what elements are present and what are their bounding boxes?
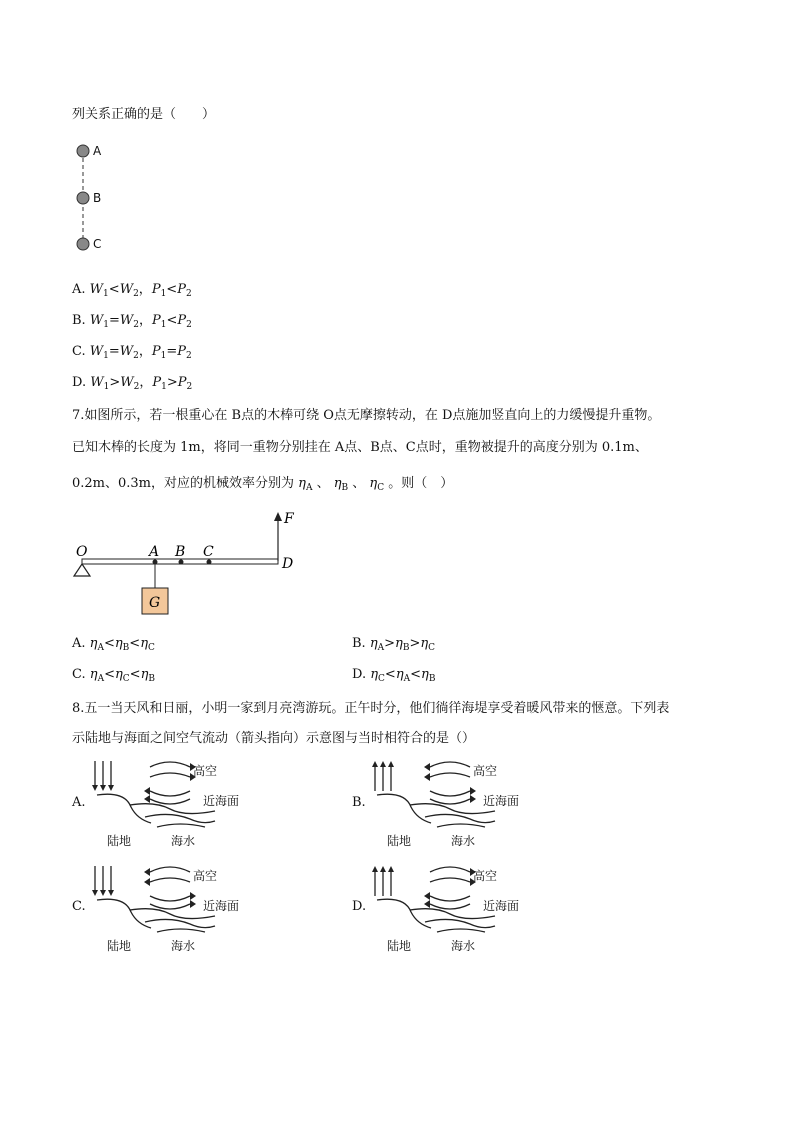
q6-figure-points bbox=[70, 140, 130, 260]
q8-c-sea-label: 海水 bbox=[171, 939, 196, 953]
label-d: D bbox=[282, 556, 294, 572]
label-b: B bbox=[175, 544, 186, 560]
q7-line-2: 已知木棒的长度为 1m，将同一重物分别挂在 A点、B点、C点时，重物被提升的高度分别为 0.1m、 bbox=[72, 440, 648, 455]
q7-option-a: A. $\eta_A<\eta_B<\eta_C$ bbox=[72, 636, 155, 653]
q8-d-high-label: 高空 bbox=[473, 869, 498, 883]
q8-a-sea-label: 海水 bbox=[171, 834, 196, 848]
eta-c: $\eta_C$ bbox=[369, 476, 385, 493]
q8-d-land-label: 陆地 bbox=[387, 939, 412, 953]
q8-c-land-label: 陆地 bbox=[107, 939, 132, 953]
q8-diagram-b bbox=[365, 755, 545, 855]
point-c bbox=[77, 238, 89, 250]
label-c: C bbox=[203, 544, 214, 560]
point-b bbox=[77, 192, 89, 204]
eta-b: $\eta_B$ bbox=[333, 476, 349, 493]
q8-c-high-label: 高空 bbox=[193, 869, 218, 883]
pivot-icon bbox=[74, 564, 90, 576]
label-a: A bbox=[149, 544, 160, 560]
q8-a-land-label: 陆地 bbox=[107, 834, 132, 848]
q8-option-a-letter: A. bbox=[72, 795, 86, 810]
q8-b-surface-label: 近海面 bbox=[483, 794, 520, 808]
q6-question-tail: 列关系正确的是（ ） bbox=[72, 107, 216, 122]
q8-line-1: 8.五一当天风和日丽，小明一家到月亮湾游玩。正午时分，他们徜徉海堤享受着暖风带来的惬意。下列表 bbox=[72, 701, 670, 716]
q8-option-c-letter: C. bbox=[72, 899, 86, 914]
q7-option-d: D. $\eta_C<\eta_A<\eta_B$ bbox=[352, 667, 436, 684]
point-b-label: B bbox=[93, 191, 102, 205]
q8-diagram-d bbox=[365, 860, 545, 960]
q8-b-high-label: 高空 bbox=[473, 764, 498, 778]
lever-point-a bbox=[153, 560, 158, 565]
point-a-label: A bbox=[93, 144, 102, 158]
q8-diagram-c bbox=[85, 860, 265, 960]
lever-point-b bbox=[179, 560, 184, 565]
q7-line-3-text: 0.2m、0.3m，对应的机械效率分别为 bbox=[72, 476, 295, 491]
q8-d-surface-label: 近海面 bbox=[483, 899, 520, 913]
q6-option-c: C. $W_1=W_2$，$P_1=P_2$ bbox=[72, 344, 192, 361]
q8-option-b-letter: B. bbox=[352, 795, 366, 810]
q8-line-2: 示陆地与海面之间空气流动（箭头指向）示意图与当时相符合的是（） bbox=[72, 731, 476, 746]
label-o: O bbox=[76, 544, 88, 560]
q8-option-d-letter: D. bbox=[352, 899, 367, 914]
q8-a-surface-label: 近海面 bbox=[203, 794, 240, 808]
q6-option-a: A. $W_1<W_2$，$P_1<P_2$ bbox=[72, 282, 192, 299]
q8-a-high-label: 高空 bbox=[193, 764, 218, 778]
lever-point-c bbox=[207, 560, 212, 565]
force-arrow-icon bbox=[274, 512, 282, 521]
eta-a: $\eta_A$ bbox=[298, 476, 313, 493]
q7-line-1: 7.如图所示，若一根重心在 B点的木棒可绕 O点无摩擦转动，在 D点施加竖直向上的力缓慢提升重物。 bbox=[72, 408, 661, 423]
point-a bbox=[77, 145, 89, 157]
q8-b-land-label: 陆地 bbox=[387, 834, 412, 848]
q7-option-b: B. $\eta_A>\eta_B>\eta_C$ bbox=[352, 636, 436, 653]
q7-lever-figure bbox=[68, 508, 308, 620]
q7-line-3: 0.2m、0.3m，对应的机械效率分别为 $\eta_A$ 、 $\eta_B$ 、 $\eta_C$ 。则（ ） bbox=[72, 476, 454, 493]
q8-b-sea-label: 海水 bbox=[451, 834, 476, 848]
q8-diagram-a bbox=[85, 755, 265, 855]
q8-d-sea-label: 海水 bbox=[451, 939, 476, 953]
q7-line-3-end: 。则（ ） bbox=[388, 476, 454, 491]
q6-option-b: B. $W_1=W_2$，$P_1<P_2$ bbox=[72, 313, 192, 330]
q8-c-surface-label: 近海面 bbox=[203, 899, 240, 913]
label-f: F bbox=[284, 511, 294, 527]
label-g: G bbox=[149, 595, 161, 611]
q6-option-d: D. $W_1>W_2$，$P_1>P_2$ bbox=[72, 375, 193, 392]
q7-option-c: C. $\eta_A<\eta_C<\eta_B$ bbox=[72, 667, 155, 684]
point-c-label: C bbox=[93, 237, 102, 251]
